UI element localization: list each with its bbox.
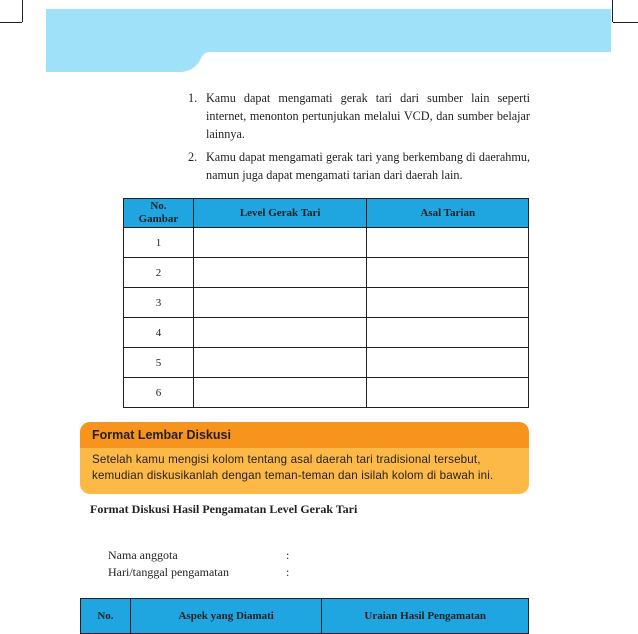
col-no: No. (81, 599, 131, 634)
hari-tanggal-colon: : (286, 565, 290, 579)
row-number: 1 (124, 228, 194, 258)
table-row (124, 228, 529, 258)
asal-cell (367, 348, 529, 378)
instruction-item (188, 89, 530, 143)
instruction-list (188, 89, 530, 189)
table-row (124, 348, 529, 378)
col-uraian: Uraian Hasil Pengamatan (322, 599, 529, 634)
row-number: 3 (124, 288, 194, 318)
instruction-number: 1. (188, 91, 198, 105)
section-subheading: Format Diskusi Hasil Pengamatan Level Gerak Tari (90, 502, 358, 516)
hari-tanggal-label: Hari/tanggal pengamatan (108, 565, 229, 579)
row-number: 4 (124, 318, 194, 348)
asal-cell (367, 318, 529, 348)
col-aspek: Aspek yang Diamati (130, 599, 322, 634)
header-band-shape (0, 0, 638, 80)
nama-anggota-colon: : (286, 548, 290, 562)
col-no-line2: Gambar (138, 213, 179, 225)
observation-table-header (81, 599, 529, 634)
level-table (123, 198, 529, 408)
asal-cell (367, 228, 529, 258)
col-no-line1: No. (150, 200, 167, 212)
col-no-gambar (124, 199, 194, 228)
format-box-body: Setelah kamu mengisi kolom tentang asal daerah tari tradisional tersebut, kemudian diskusikanlah dengan teman-teman dan isilah kolom di bawah ini. (80, 448, 529, 494)
row-number: 6 (124, 378, 194, 408)
level-cell (193, 318, 367, 348)
level-table-header (124, 199, 529, 228)
level-cell (193, 258, 367, 288)
row-number: 5 (124, 348, 194, 378)
level-cell (193, 378, 367, 408)
table-row (124, 378, 529, 408)
col-level-gerak-tari: Level Gerak Tari (193, 199, 367, 228)
format-lembar-diskusi-box (80, 422, 529, 494)
level-cell (193, 228, 367, 258)
col-asal-tarian: Asal Tarian (367, 199, 529, 228)
header-band (0, 0, 638, 80)
level-cell (193, 288, 367, 318)
table-row (124, 258, 529, 288)
instruction-text: Kamu dapat mengamati gerak tari dari sumber lain seperti internet, menonton pertunjukan melalui VCD, dan sumber belajar lainnya. (206, 91, 530, 141)
asal-cell (367, 288, 529, 318)
instruction-text: Kamu dapat mengamati gerak tari yang berkembang di daerahmu, namun juga dapat mengamati tarian dari daerah lain. (206, 150, 530, 182)
row-number: 2 (124, 258, 194, 288)
asal-cell (367, 378, 529, 408)
table-row (124, 318, 529, 348)
format-box-title: Format Lembar Diskusi (80, 422, 529, 448)
nama-anggota-label: Nama anggota (108, 548, 178, 562)
instruction-item (188, 148, 530, 184)
asal-cell (367, 258, 529, 288)
table-row (124, 288, 529, 318)
observation-table (80, 598, 529, 634)
instruction-number: 2. (188, 150, 198, 164)
level-cell (193, 348, 367, 378)
